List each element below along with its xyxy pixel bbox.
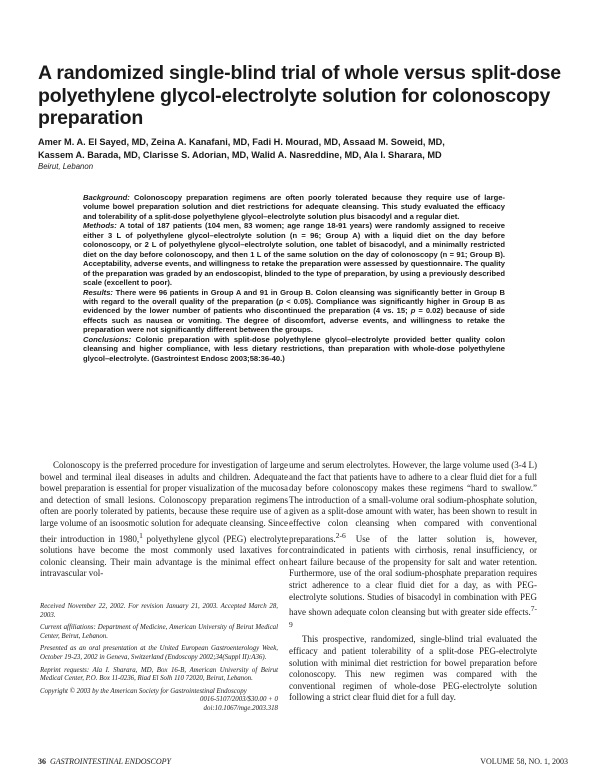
footer-volume: VOLUME 58, NO. 1, 2003 <box>480 757 568 766</box>
methods-label: Methods: <box>83 221 117 231</box>
intro-paragraph-1-cont <box>289 460 537 634</box>
intro-cont-text-b: Use of the latter solution is, however, contraindicated in patients with cirrhosis, renal insufficiency, or heart failure because of the propensity for salt and water retention. Furthermore, use of the oral sodium-phosphate preparation requires strict adherence to a clear fluid diet for a day, as with PEG-electrolyte solutions. Studies of bisacodyl in combination with PEG have shown adequate colon cleansing but with greater side effects. <box>289 533 537 618</box>
body-column-right <box>289 460 537 704</box>
issn-code: 0016-5107/2003/$30.00 + 0 <box>200 696 278 704</box>
abstract-background <box>83 193 505 221</box>
results-text-b: < 0.05). Compliance was significantly higher in Group B as evidenced by the lower number of patients who discontinued the preparation (4 vs. 15; <box>83 296 506 316</box>
author-location: Beirut, Lebanon <box>38 162 94 171</box>
abstract-results <box>83 288 505 335</box>
author-line-2: Kassem A. Barada, MD, Clarisse S. Adorian, MD, Walid A. Nasreddine, MD, Ala I. Sharara, MD <box>38 149 442 160</box>
background-text: Colonoscopy preparation regimens are often poorly tolerated because they require use of large-volume bowel preparation solution and diet restrictions for adequate cleansing. This study evaluated the efficacy and tolerability of a split-dose polyethylene glycol–electrolyte solution plus bisacodyl and a regular diet. <box>83 193 505 221</box>
abstract-methods <box>83 221 505 287</box>
body-column-left <box>40 460 288 580</box>
background-label: Background: <box>83 193 130 202</box>
intro-paragraph-2: This prospective, randomized, single-blind trial evaluated the efficacy and patient tolerability of a split-dose PEG-electrolyte solution with minimal diet restriction for bowel preparation before colonoscopy. This new regimen was compared with the conventional regimen of whole-dose PEG-electrolyte solution following a strict clear fluid diet for a full day. <box>289 634 537 703</box>
abstract <box>83 193 505 363</box>
methods-text: A total of 187 patients (104 men, 83 women; age range 18-91 years) were randomly assigned to receive either 3 L of polyethylene glycol–electrolyte solution (n = 96; Group A) with a liquid diet on the day before colonoscopy, or 2 L of polyethylene glycol–electrolyte solution, one tablet of bisacodyl, and a minimally restricted diet on the day before colonoscopy, and then 1 L of the same solution on the day of colonoscopy (n = 91; Group B). Acceptability, adverse events, and willingness to retake the preparation were assessed by questionnaire. The quality of the preparation was graded by an endoscopist, blinded to the type of preparation, by using a previously described scale (excellent to poor). <box>83 221 505 288</box>
author-line-1: Amer M. A. El Sayed, MD, Zeina A. Kanafani, MD, Fadi H. Mourad, MD, Assaad M. Soweid, MD, <box>38 137 445 147</box>
results-text-c: = 0.02) because of side effects such as nausea or vomiting. The degree of discomfort, adverse events, and willingness to retake the preparation were not significantly different between the groups. <box>83 306 505 335</box>
article-title: A randomized single-blind trial of whole versus split-dose polyethylene glycol-electrolyte solution for colonoscopy preparation <box>38 62 561 129</box>
affiliations-note: Current affiliations: Department of Medicine, American University of Beirut Medical Center, Beirut, Lebanon. <box>40 624 278 640</box>
author-list <box>38 136 578 161</box>
received-note: Received November 22, 2002. For revision January 21, 2003. Accepted March 28, 2003. <box>40 603 278 619</box>
abstract-conclusions <box>83 335 505 363</box>
conclusions-text: Colonic preparation with split-dose polyethylene glycol–electrolyte provided better quality colon cleansing and higher compliance, with less dietary restrictions, than preparation with whole-dose polyethylene glycol–electrolyte. (Gastrointest Endosc 2003;58:36-40.) <box>83 334 505 363</box>
intro-text-b: polyethylene glycol (PEG) electrolyte solutions have become the most commonly used laxatives for colonic cleansing. Their main advantage is the minimal effect on intravascular vol- <box>40 533 288 579</box>
journal-name: GASTROINTESTINAL ENDOSCOPY <box>50 757 171 766</box>
intro-paragraph-1 <box>40 460 288 580</box>
footnotes <box>40 603 278 714</box>
reference-2-6: 2-6 <box>335 530 346 540</box>
reference-1: 1 <box>139 530 143 540</box>
intro-cont-text-a: ume and serum electrolytes. However, the large volume used (3-4 L) and the fact that patients have to adhere to a clear fluid diet for a full day before colonoscopy makes these regimens “hard to swallow.” The introduction of a small-volume oral sodium-phosphate solution, given as a split-dose amount with water, has been shown to result in effective colon cleansing when compared with conventional preparations. <box>289 460 537 544</box>
conclusions-label: Conclusions: <box>83 334 132 344</box>
reference-7-9: 7-9 <box>289 604 537 629</box>
doi: doi:10.1067/mge.2003.318 <box>203 704 278 712</box>
results-p-symbol-2: p <box>410 306 416 316</box>
results-text-a: There were 96 patients in Group A and 91 in Group B. Colon cleansing was significantly better in Group B with regard to the overall quality of the preparation ( <box>83 287 505 306</box>
page-number: 36 <box>38 757 46 766</box>
results-p-symbol-1: p <box>278 296 284 306</box>
reprint-note: Reprint requests: Ala I. Sharara, MD, Box 16-B, American University of Beirut Medical Center, P.O. Box 11-0236, Riad El Solh 110 72020, Beirut, Lebanon. <box>40 666 278 683</box>
presented-note: Presented as an oral presentation at the United European Gastroenterology Week, October 19-23, 2002 in Geneva, Switzerland (Endoscopy 2002;34(Suppl II):A36). <box>40 645 278 661</box>
results-label: Results: <box>83 287 113 297</box>
footer-left <box>38 757 171 766</box>
intro-text-a: Colonoscopy is the preferred procedure for investigation of large bowel and terminal ileal diseases in adults and children. Adequate bowel preparation is essential for proper visualization of the mucosa and detection of small lesions. Colonoscopy preparation regimens often are poorly tolerated by patients, because these require use of a large volume of an isoosmotic solution for adequate cleansing. Since their introduction in 1980, <box>40 460 288 544</box>
copyright-note: Copyright © 2003 by the American Society for Gastrointestinal Endoscopy <box>40 687 247 695</box>
